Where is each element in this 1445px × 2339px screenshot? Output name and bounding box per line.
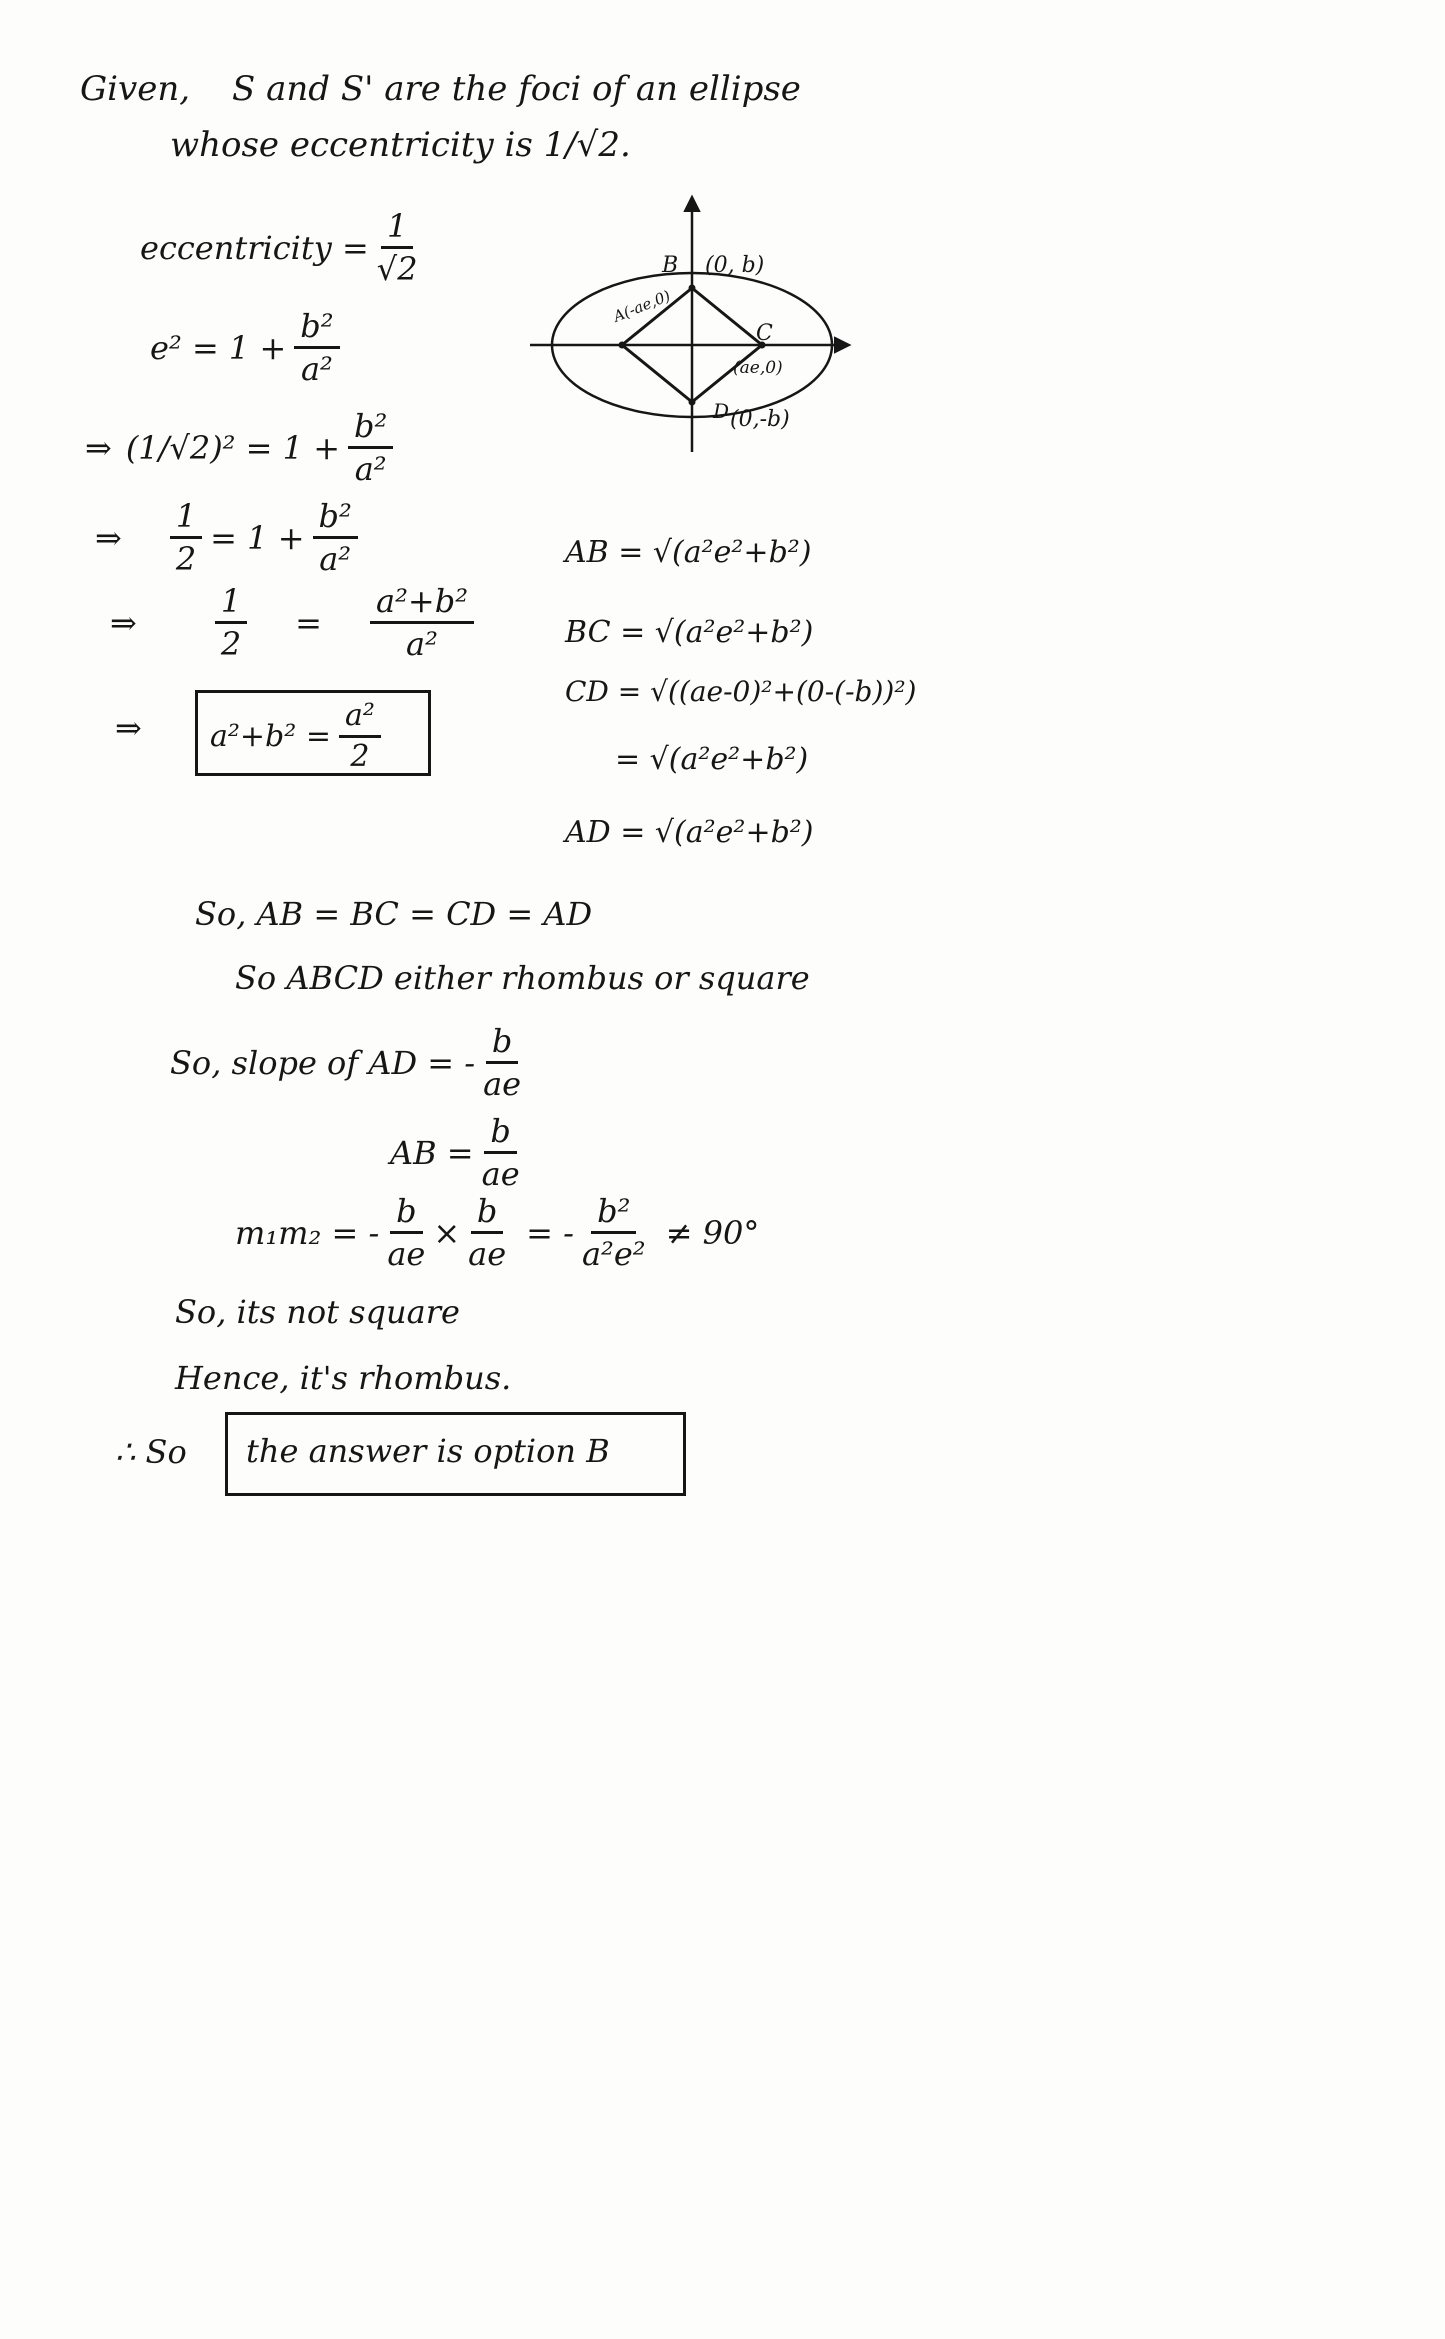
slope-product: m₁m₂ = - $\frac{b}{ae}$ × $\frac{b}{ae}$ = - $\frac{\text{b²}}{\text{a²e²}}$ ≠ 90°: [235, 1192, 760, 1273]
label-b-coord: (0, b): [705, 253, 765, 278]
eccentricity-def: [140, 207, 426, 288]
dist-cd: CD = √((ae-0)²+(0-(-b))²): [565, 675, 917, 708]
result-arrow: ⇒: [115, 709, 142, 747]
rhombus-or-square: So ABCD either rhombus or square: [235, 959, 810, 997]
point-b: [689, 285, 696, 292]
point-d: [689, 399, 696, 406]
label-a: A(-ae,0): [610, 286, 673, 326]
step-2: ⇒ (1/√2)² = 1 + $\frac{\text{b²}}{\text{a²}}$: [85, 410, 401, 485]
ecc-fraction: $\frac{1}{√2}$: [376, 207, 418, 288]
label-d: D: [713, 399, 730, 423]
label-d-coord: (0,-b): [730, 407, 790, 432]
step-4: ⇒ $\frac{1}{2}$ = $\frac{\text{a²+b²}}{\text{a²}}$: [110, 585, 482, 660]
result-box: a²+b² = $\frac{\text{a²}}{2}$: [195, 690, 431, 776]
dist-cd-simplified: = √(a²e²+b²): [615, 742, 809, 777]
not-square: So, its not square: [175, 1293, 460, 1331]
hence-rhombus: Hence, it's rhombus.: [175, 1359, 512, 1397]
label-b: B: [662, 253, 679, 278]
intro-line-1: S and S' are the foci of an ellipse: [232, 69, 801, 109]
all-sides-equal: So, AB = BC = CD = AD: [195, 895, 593, 933]
label-c: C: [756, 321, 773, 346]
point-a: [619, 342, 626, 349]
given-label: Given,: [80, 69, 191, 109]
dist-bc: BC = √(a²e²+b²): [565, 615, 814, 650]
dist-ab: AB = √(a²e²+b²): [565, 535, 812, 570]
step-1: e² = 1 + $\frac{\text{b²}}{\text{a²}}$: [150, 310, 348, 385]
slope-ad: So, slope of AD = - $\frac{b}{ae}$: [170, 1022, 522, 1103]
dist-ad: AD = √(a²e²+b²): [565, 815, 814, 850]
slope-ab: AB = $\frac{b}{ae}$: [390, 1112, 520, 1193]
ecc-label: eccentricity =: [140, 228, 369, 267]
result-lhs: a²+b² =: [210, 718, 331, 754]
intro-line-2: whose eccentricity is 1/√2.: [170, 125, 631, 165]
label-c-coord: (ae,0): [733, 358, 783, 378]
step-3: ⇒ $\frac{1}{2}$ = 1 + $\frac{\text{b²}}{\text{a²}}$: [95, 500, 366, 575]
implies-arrow: ⇒: [110, 603, 137, 642]
answer-text: the answer is option B: [246, 1432, 610, 1470]
implies-arrow: ⇒: [85, 428, 112, 467]
answer-box: [225, 1412, 686, 1496]
therefore-so: ∴ So: [115, 1433, 187, 1471]
implies-arrow: ⇒: [95, 518, 122, 557]
ellipse-diagram: [520, 190, 860, 460]
